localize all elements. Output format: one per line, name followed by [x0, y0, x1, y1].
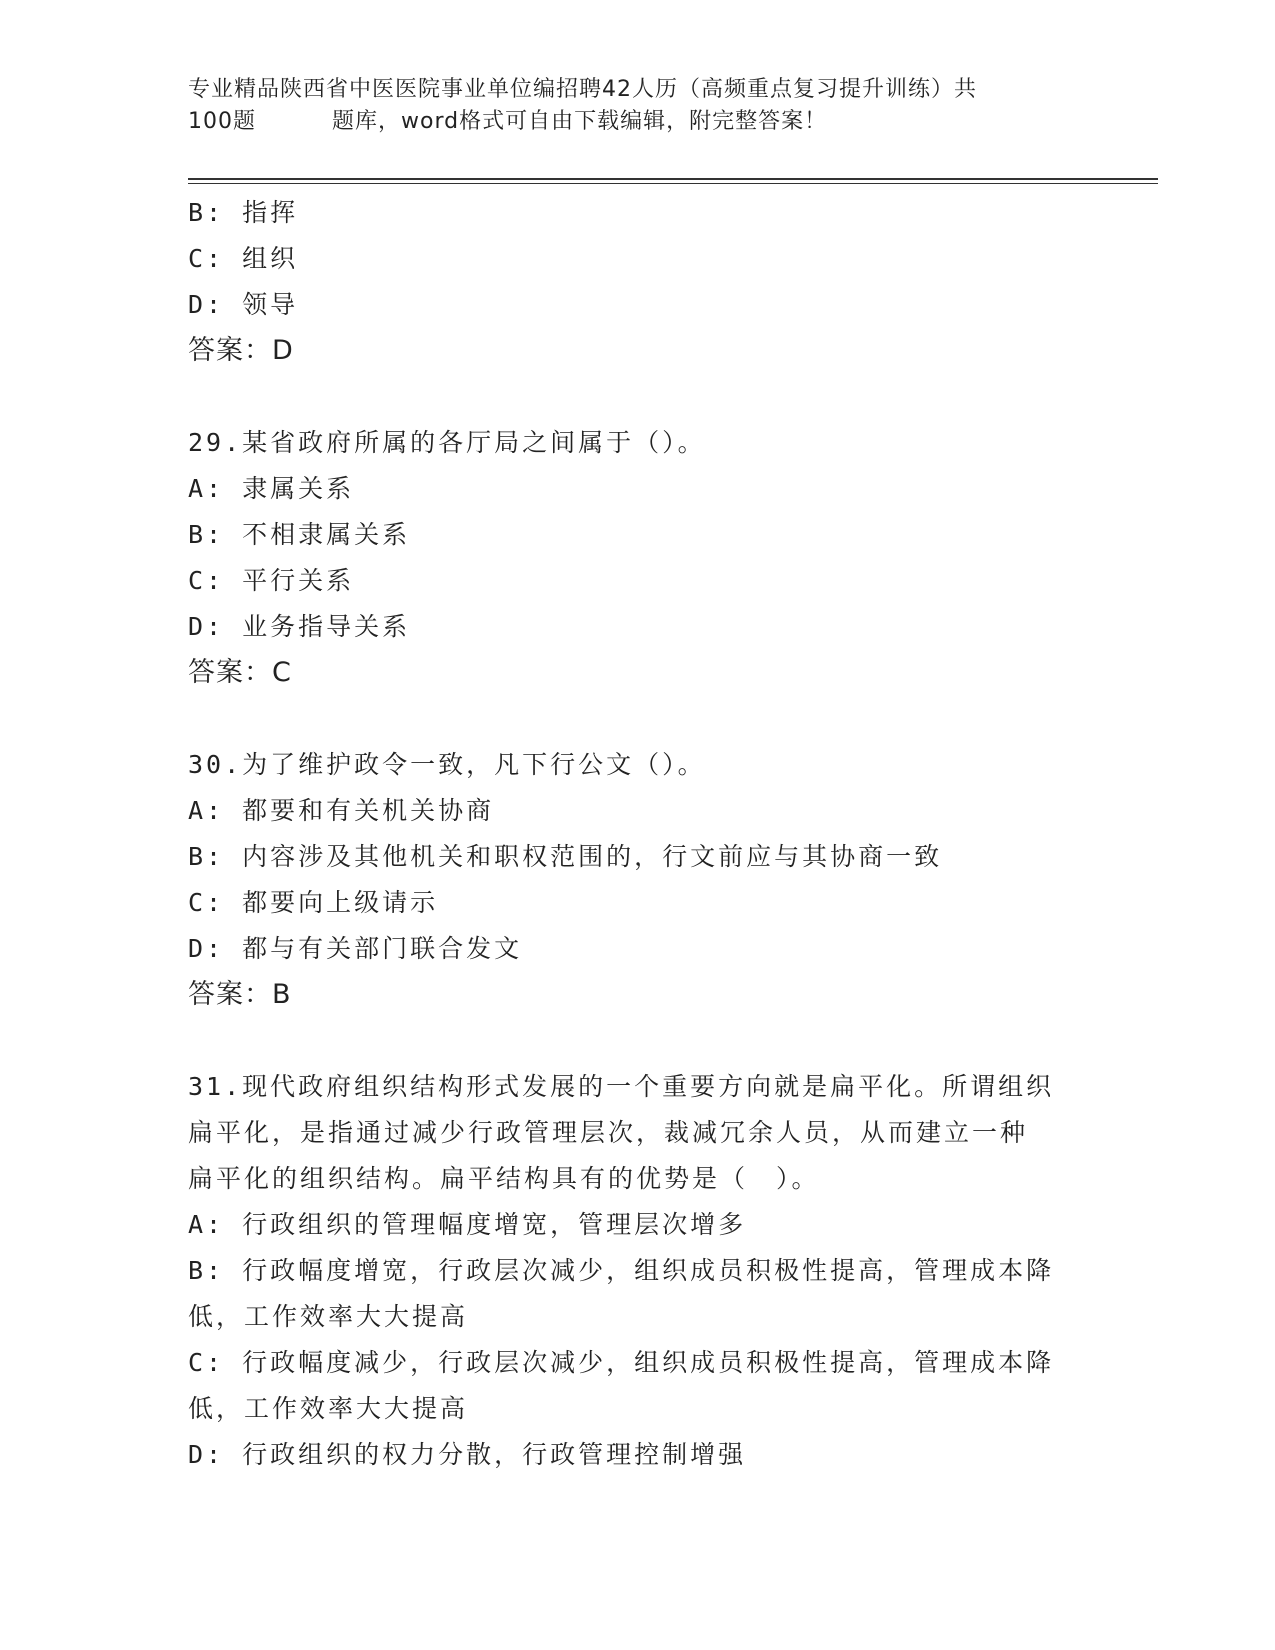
option-b: B: 不相隶属关系: [188, 520, 411, 549]
option-d: D: 业务指导关系: [188, 612, 411, 641]
header-title-line1: 专业精品陕西省中医医院事业单位编招聘42人历（高频重点复习提升训练）共: [188, 77, 977, 102]
header-title-line2-part2: 题库，word格式可自由下载编辑，附完整答案！: [332, 109, 828, 134]
answer-line: 答案：C: [188, 657, 292, 688]
question-28: [188, 190, 1088, 374]
question-text-line3: 扁平化的组织结构。扁平结构具有的优势是（ ）。: [188, 1164, 820, 1193]
header-divider-thin: [188, 183, 1158, 184]
spacer: [188, 374, 1088, 420]
header-title-line2-part1: 100题: [188, 109, 256, 134]
header-divider-thick: [188, 178, 1158, 180]
question-30: [188, 742, 1088, 1018]
question-text: 29.某省政府所属的各厅局之间属于（）。: [188, 428, 706, 457]
spacer: [188, 696, 1088, 742]
option-b-line1: B: 行政幅度增宽，行政层次减少，组织成员积极性提高，管理成本降: [188, 1256, 1055, 1285]
answer-line: 答案：B: [188, 979, 292, 1010]
option-c: C: 平行关系: [188, 566, 355, 595]
option-a: A: 都要和有关机关协商: [188, 796, 495, 825]
option-c-line1: C: 行政幅度减少，行政层次减少，组织成员积极性提高，管理成本降: [188, 1348, 1055, 1377]
option-d: D: 都与有关部门联合发文: [188, 934, 523, 963]
option-b: B: 内容涉及其他机关和职权范围的，行文前应与其协商一致: [188, 842, 943, 871]
question-31: [188, 1064, 1088, 1478]
option-b: B: 指挥: [188, 198, 299, 227]
option-d: D: 行政组织的权力分散，行政管理控制增强: [188, 1440, 747, 1469]
question-text: 30.为了维护政令一致，凡下行公文（）。: [188, 750, 706, 779]
question-text-line1: 31.现代政府组织结构形式发展的一个重要方向就是扁平化。所谓组织: [188, 1072, 1055, 1101]
document-body: [188, 190, 1088, 1478]
option-b-line2: 低，工作效率大大提高: [188, 1302, 469, 1331]
option-a: A: 隶属关系: [188, 474, 355, 503]
option-c: C: 都要向上级请示: [188, 888, 439, 917]
spacer: [188, 1018, 1088, 1064]
document-header: [188, 74, 1088, 138]
option-c-line2: 低，工作效率大大提高: [188, 1394, 469, 1423]
answer-line: 答案：D: [188, 335, 294, 366]
option-c: C: 组织: [188, 244, 299, 273]
option-d: D: 领导: [188, 290, 299, 319]
question-text-line2: 扁平化，是指通过减少行政管理层次，裁减冗余人员，从而建立一种: [188, 1118, 1029, 1147]
question-29: [188, 420, 1088, 696]
option-a: A: 行政组织的管理幅度增宽，管理层次增多: [188, 1210, 747, 1239]
header-title-line2: [188, 106, 1088, 138]
